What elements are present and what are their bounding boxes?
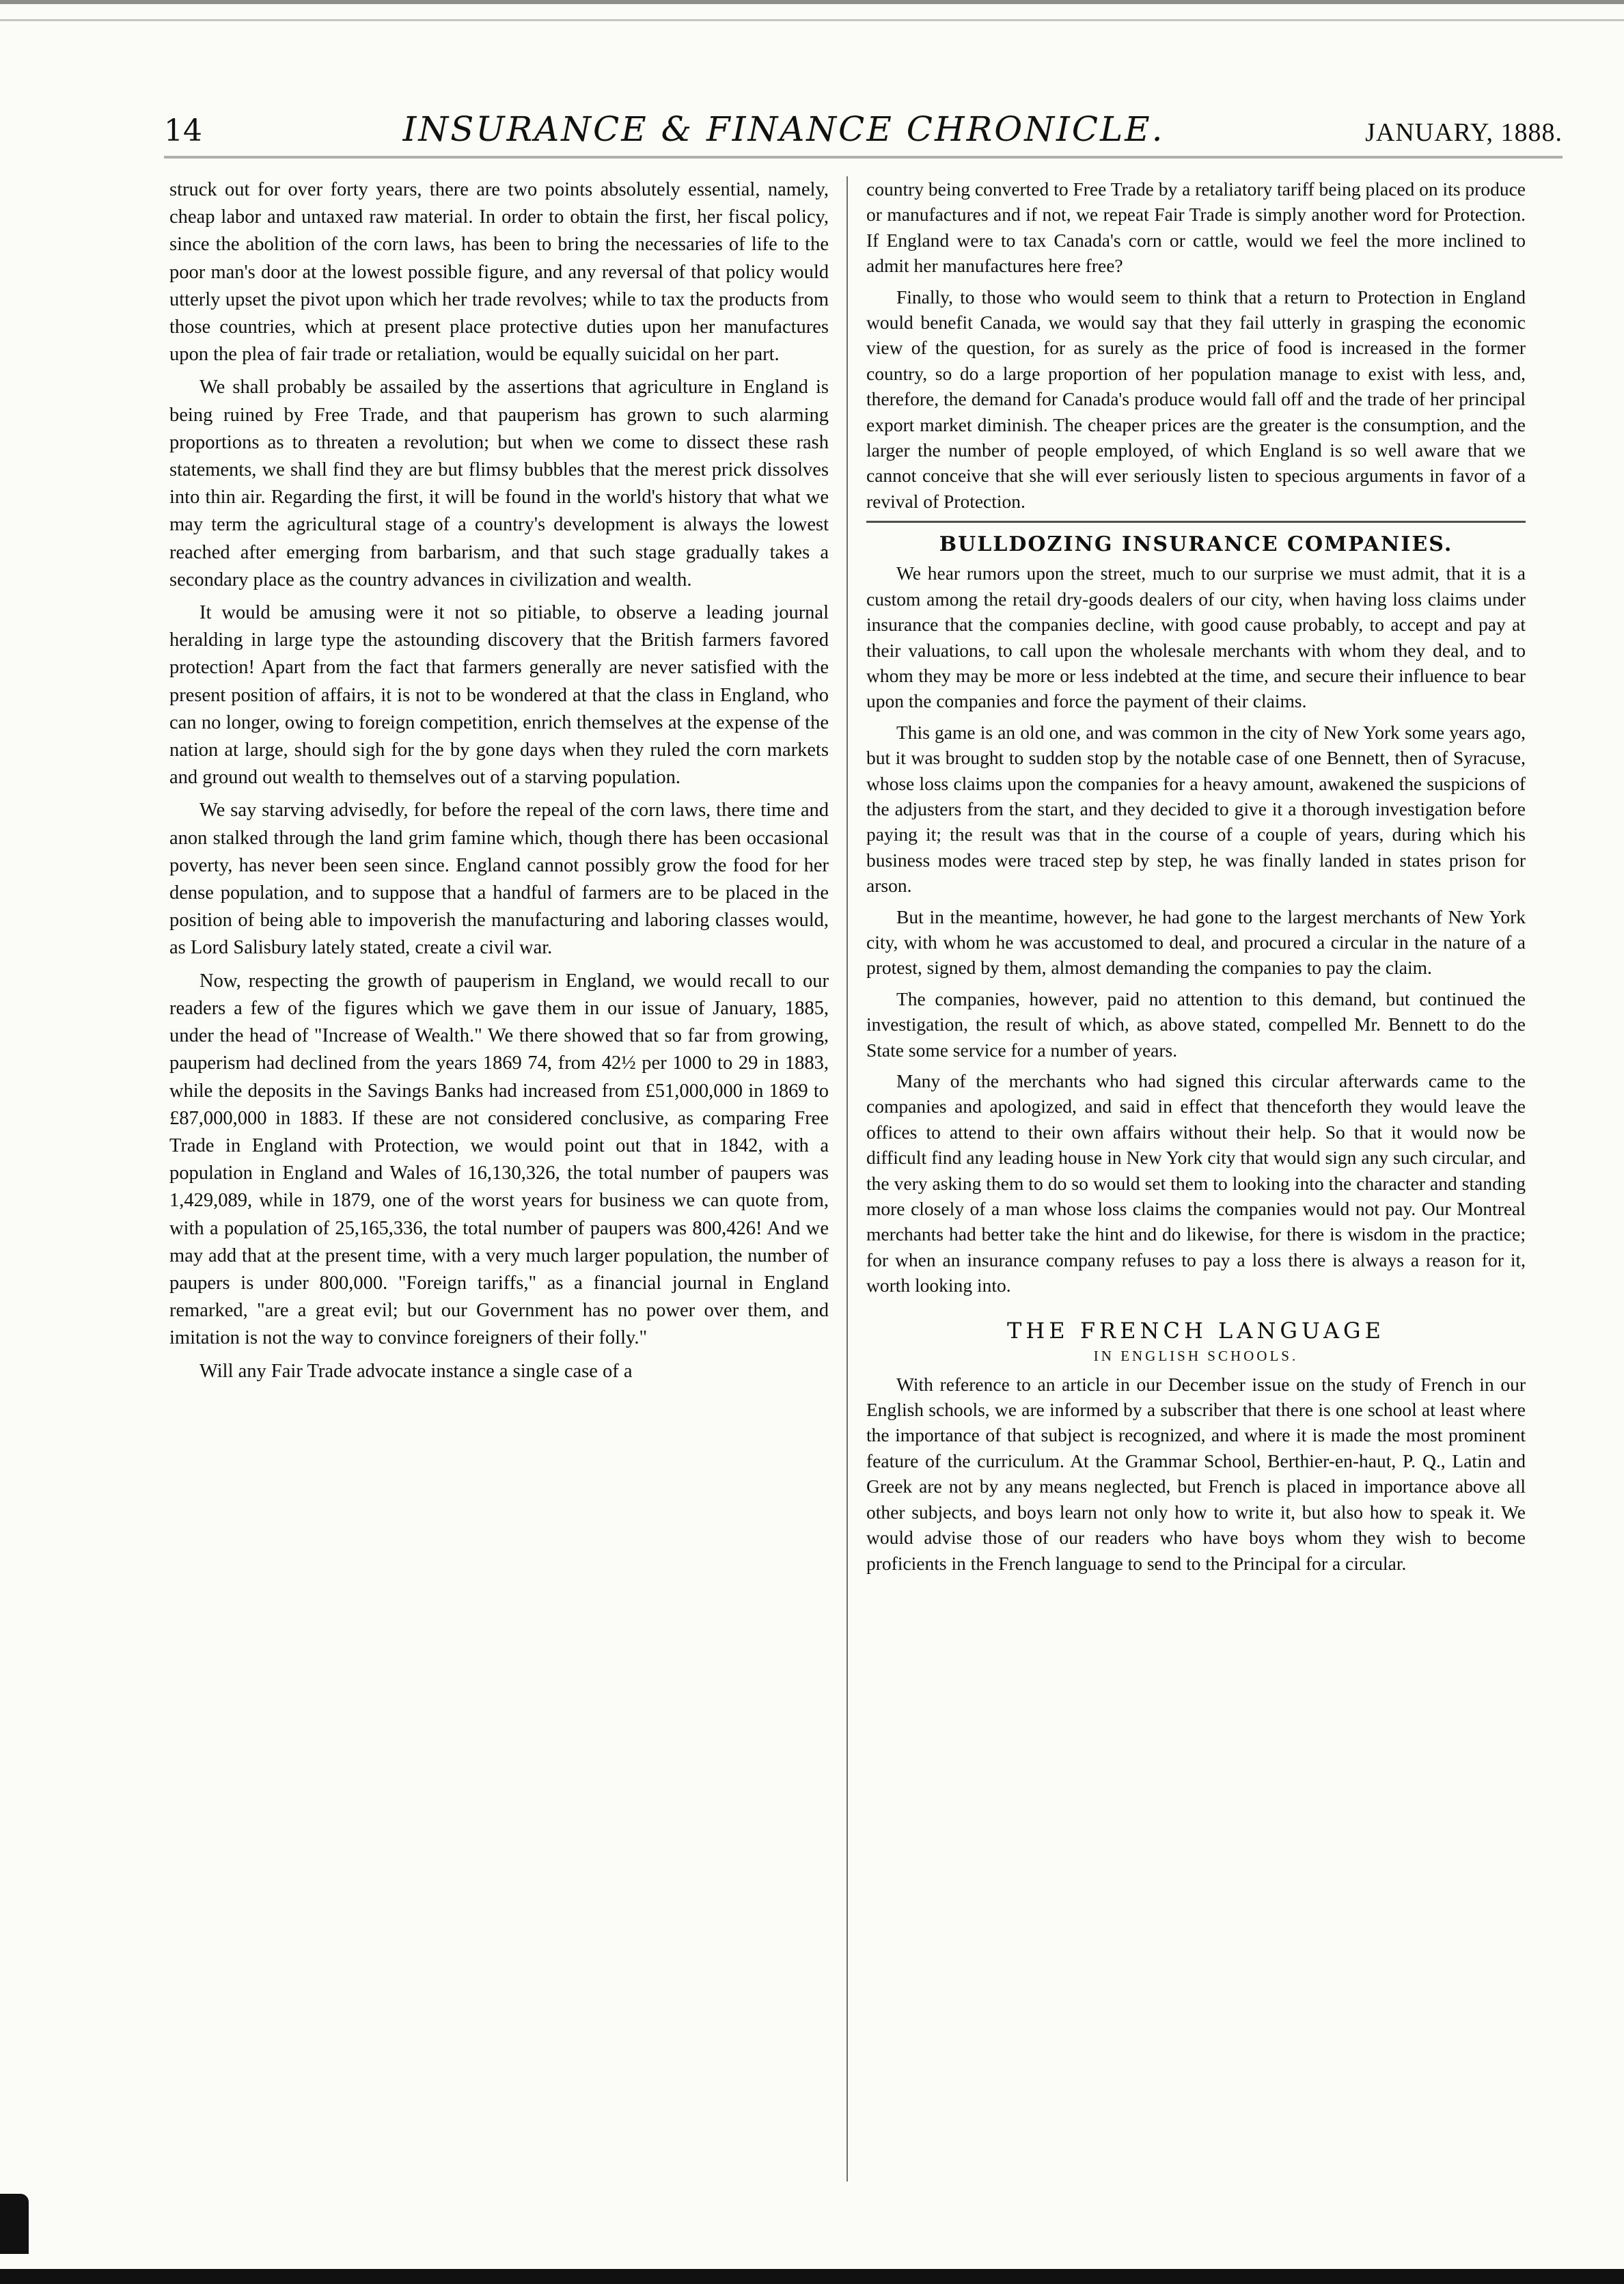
- article-paragraph: country being converted to Free Trade by a retaliatory tariff being placed on its produce or manufactures and if not, we repeat Fair Trade is simply another word for Protection. If England were to tax Canada's corn or cattle, would we feel the more inclined to admit her manufactures here free?: [866, 178, 1526, 277]
- scan-top-rule: [0, 19, 1624, 21]
- article-paragraph: The companies, however, paid no attention to this demand, but continued the investigation, the result of which, as above stated, compelled Mr. Bennett to do the State some service for a number of years.: [866, 988, 1526, 1061]
- left-column: [169, 176, 829, 2202]
- article-paragraph: This game is an old one, and was common in the city of New York some years ago, but it was brought to sudden stop by the notable case of one Bennett, then of Syracuse, whose loss claims upon the companies for a heavy amount, awakened the suspicions of the adjusters from the start, and they decided to give it a thorough investigation before paying it; the result was that in the course of a couple of years, during which his business modes were traced step by step, he was finally landed in states prison for arson.: [866, 721, 1526, 897]
- section-title-bulldozing: BULLDOZING INSURANCE COMPANIES.: [939, 532, 1453, 557]
- column-divider: [847, 176, 848, 2181]
- scan-top-edge: [0, 0, 1624, 4]
- publication-title: INSURANCE & FINANCE CHRONICLE.: [402, 109, 1165, 149]
- article-paragraph: struck out for over forty years, there are two points absolutely essential, namely, cheap labor and untaxed raw material. In order to obtain the first, her fiscal policy, since the abolition of the corn laws, has been to bring the necessaries of life to the poor man's door at the lowest possible figure, and any reversal of that policy would utterly upset the pivot upon which her trade revolves; while to tax the products from those countries, which at present place protective duties upon her manufactures upon the plea of fair trade or retaliation, would be equally suicidal on her part.: [169, 179, 829, 366]
- scan-bottom-edge: [0, 2269, 1624, 2284]
- article-paragraph: We say starving advisedly, for before the repeal of the corn laws, there time and anon stalked through the land grim famine which, though there has been occasional poverty, has never been seen since. England cannot possibly grow the food for her dense population, and to suppose that a handful of farmers are to be placed in the position of being able to impoverish the manufacturing and laboring classes would, as Lord Salisbury lately stated, create a civil war.: [169, 800, 829, 959]
- header-rule: [164, 156, 1563, 159]
- section-rule: [866, 521, 1526, 523]
- page-number: 14: [164, 113, 202, 148]
- article-paragraph: Many of the merchants who had signed this circular afterwards came to the companies and apologized, and said in effect that thenceforth they would leave the offices to attend to their own affairs without their help. So that it would now be difficult find any leading house in New York city that would sign any such circular, and the very asking them to do so would set them to looking into the character and standing more closely of a man whose loss claims the companies would not pay. Our Montreal merchants had better take the hint and do likewise, for there is wisdom in the practice; for when an insurance company refuses to pay a loss there is always a reason for it, worth looking into.: [866, 1070, 1526, 1296]
- right-column: [866, 176, 1526, 2202]
- article-paragraph: But in the meantime, however, he had gone to the largest merchants of New York city, with whom he was accustomed to deal, and procured a circular in the nature of a protest, signed by them, almost demanding the companies to pay the claim.: [866, 906, 1526, 979]
- article-paragraph: With reference to an article in our December issue on the study of French in our English schools, we are informed by a subscriber that there is one school at least where the importance of that subject is recognized, and where it is made the most prominent feature of the curriculum. At the Grammar School, Berthier-en-haut, P. Q., Latin and Greek are not by any means neglected, but French is placed in importance above all other subjects, and boys learn not only how to write it, but also how to speak it. We would advise those of our readers who have boys whom they wish to become proficients in the French language to send to the Principal for a circular.: [866, 1373, 1526, 1574]
- issue-date: JANUARY, 1888.: [1365, 118, 1563, 147]
- article-paragraph: It would be amusing were it not so pitiable, to observe a leading journal heralding in large type the astounding discovery that the British farmers favored protection! Apart from the fact that farmers generally are never satisfied with the present position of affairs, it is not to be wondered at that the class in England, who can no longer, owing to foreign competition, enrich themselves at the expense of the nation at large, should sigh for the by gone days when they ruled the corn markets and ground out wealth to themselves out of a starving population.: [169, 602, 829, 789]
- article-paragraph: We shall probably be assailed by the assertions that agriculture in England is being ruined by Free Trade, and that pauperism has grown to such alarming proportions as to threaten a revolution; but when we come to dissect these rash statements, we shall find they are but flimsy bubbles that the merest prick dissolves into thin air. Regarding the first, it will be found in the world's history that what we may term the agricultural stage of a country's development is always the lowest reached after emerging from barbarism, and that such stage gradually takes a secondary place as the country advances in civilization and wealth.: [169, 377, 829, 590]
- article-paragraph: Will any Fair Trade advocate instance a single case of a: [199, 1360, 633, 1382]
- section-title-french: THE FRENCH LANGUAGE: [1007, 1317, 1385, 1344]
- article-paragraph: We hear rumors upon the street, much to our surprise we must admit, that it is a custom among the retail dry-goods dealers of our city, when having loss claims under insurance that the companies decline, with good cause probably, to accept and pay at their valuations, to call upon the wholesale merchants with whom they deal, and to whom they may be more or less indebted at the time, and secure their influence to bear upon the companies and force the payment of their claims.: [866, 562, 1526, 712]
- article-paragraph: Now, respecting the growth of pauperism in England, we would recall to our readers a few of the figures which we gave them in our issue of January, 1885, under the head of "Increase of Wealth." We there showed that so far from growing, pauperism had declined from the years 1869 74, from 42½ per 1000 to 29 in 1883, while the deposits in the Savings Banks had increased from £51,000,000 in 1869 to £87,000,000 in 1883. If these are not considered conclusive, as comparing Free Trade in England with Protection, we would point out that in 1842, with a population in England and Wales of 16,130,326, the total number of paupers was 1,429,089, while in 1879, one of the worst years for business we can quote from, with a population of 25,165,336, the total number of paupers was 800,426! And we may add that at the present time, with a very much larger population, the number of paupers is under 800,000. "Foreign tariffs," as a financial journal in England remarked, "are a great evil; but our Government has no power over them, and imitation is not the way to convince foreigners of their folly.": [169, 970, 829, 1349]
- section-subtitle-french: IN ENGLISH SCHOOLS.: [1093, 1347, 1299, 1364]
- scan-bottom-gap: [0, 2254, 1624, 2269]
- article-paragraph: Finally, to those who would seem to think that a return to Protection in England would benefit Canada, we would say that they fail utterly in grasping the economic view of the question, for as surely as the price of food is increased in the former country, so do a large proportion of her population manage to exist with less, and, therefore, the demand for Canada's produce would fall off and the trade of her principal export market diminish. The cheaper prices are the greater is the consumption, and the larger the number of people employed, of which England is so well aware that we cannot conceive that she will ever seriously listen to specious arguments in favor of a revival of Protection.: [866, 286, 1526, 512]
